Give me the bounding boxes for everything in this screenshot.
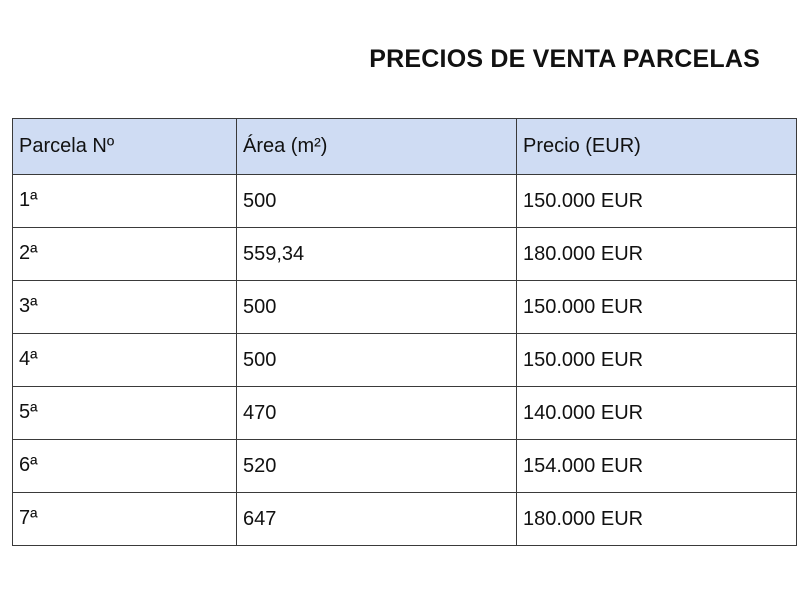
cell-parcela: 6ª bbox=[13, 440, 237, 493]
cell-parcela: 1ª bbox=[13, 175, 237, 228]
cell-area: 470 bbox=[237, 387, 517, 440]
table-header-row bbox=[13, 119, 797, 175]
cell-parcela: 7ª bbox=[13, 493, 237, 546]
column-header-precio: Precio (EUR) bbox=[517, 119, 797, 175]
table-row bbox=[13, 228, 797, 281]
cell-area: 520 bbox=[237, 440, 517, 493]
page-title: PRECIOS DE VENTA PARCELAS bbox=[369, 45, 760, 73]
table-row bbox=[13, 387, 797, 440]
table-row bbox=[13, 440, 797, 493]
cell-parcela: 5ª bbox=[13, 387, 237, 440]
cell-parcela: 3ª bbox=[13, 281, 237, 334]
table-row bbox=[13, 493, 797, 546]
cell-parcela: 2ª bbox=[13, 228, 237, 281]
cell-area: 500 bbox=[237, 281, 517, 334]
cell-area: 647 bbox=[237, 493, 517, 546]
cell-precio: 180.000 EUR bbox=[517, 493, 797, 546]
cell-precio: 180.000 EUR bbox=[517, 228, 797, 281]
price-table bbox=[12, 118, 797, 546]
column-header-parcela: Parcela Nº bbox=[13, 119, 237, 175]
table-row bbox=[13, 175, 797, 228]
cell-parcela: 4ª bbox=[13, 334, 237, 387]
cell-precio: 150.000 EUR bbox=[517, 175, 797, 228]
table-row bbox=[13, 281, 797, 334]
cell-area: 500 bbox=[237, 334, 517, 387]
cell-precio: 150.000 EUR bbox=[517, 281, 797, 334]
cell-precio: 140.000 EUR bbox=[517, 387, 797, 440]
cell-precio: 150.000 EUR bbox=[517, 334, 797, 387]
table-row bbox=[13, 334, 797, 387]
column-header-area: Área (m²) bbox=[237, 119, 517, 175]
cell-precio: 154.000 EUR bbox=[517, 440, 797, 493]
cell-area: 500 bbox=[237, 175, 517, 228]
cell-area: 559,34 bbox=[237, 228, 517, 281]
